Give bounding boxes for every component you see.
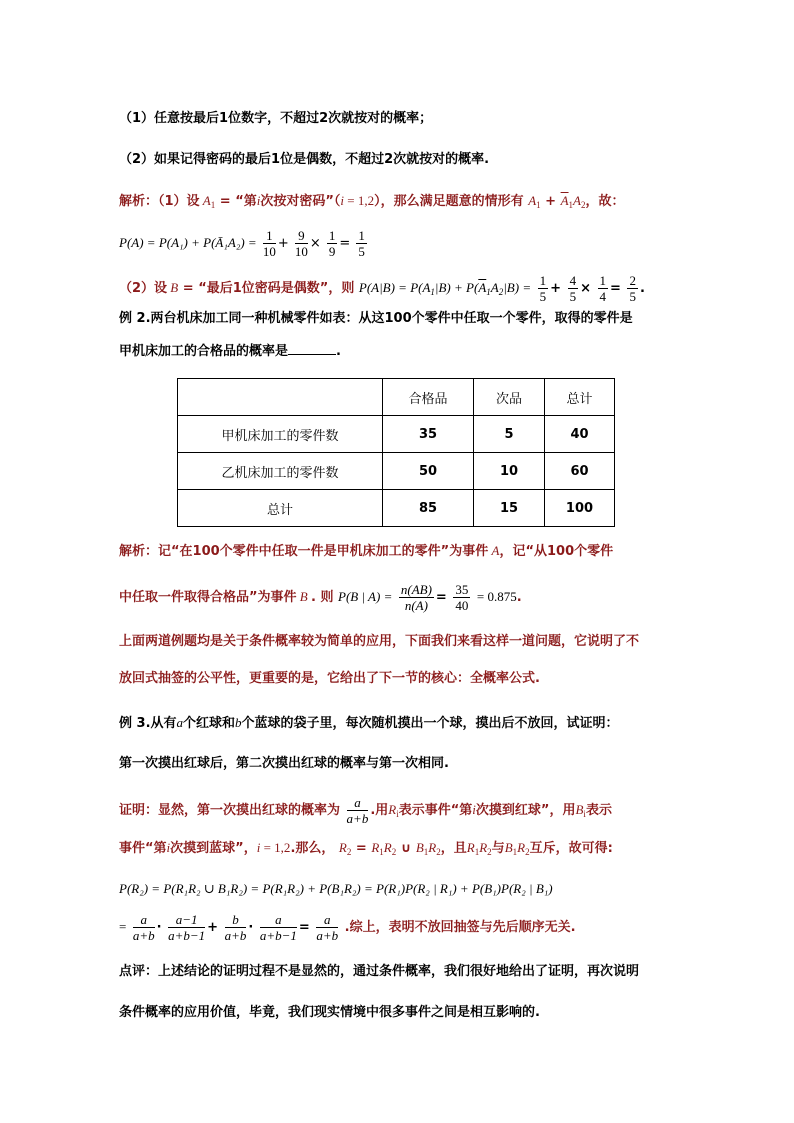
- comment-line-1: 点评：上述结论的证明过程不是显然的，通过条件概率，我们很好地给出了证明，再次说明: [119, 964, 640, 979]
- solution-ex2-line-1: 解析：记“在100个零件中任取一件是甲机床加工的零件”为事件 A，记“从100个零件: [119, 543, 614, 559]
- fraction: $\frac{35}{40}$: [455, 582, 469, 613]
- question-2: （2）如果记得密码的最后1位是偶数，不超过2次就按对的概率.: [119, 152, 490, 167]
- table-cell: 总计: [545, 379, 615, 416]
- table-cell: 60: [545, 453, 615, 490]
- solution-2-line: （2）设 B = “最后1位密码是偶数”，则 $P(A|B) = P(A_1|B) + P(\overline{A}_1A_2|B)$ = $\frac{1}{5}$ + $\frac{4}{5}$ × $\frac{1}{4}$ = $\frac{2}{5}$ .: [119, 273, 645, 304]
- table-cell: 总计: [178, 490, 383, 527]
- transition-line-2: 放回式抽签的公平性，更重要的是，它给出了下一节的核心：全概率公式.: [119, 671, 540, 686]
- fraction: $\frac{a}{a+b}$: [316, 912, 339, 943]
- fraction: $\frac{a-1}{a+b-1}$: [168, 912, 206, 943]
- table-cell: 甲机床加工的零件数: [178, 416, 383, 453]
- table-cell: [178, 379, 383, 416]
- table-cell: 合格品: [383, 379, 474, 416]
- fraction: $\frac{a}{a+b}$: [346, 795, 369, 826]
- table-cell: 乙机床加工的零件数: [178, 453, 383, 490]
- table-row: [178, 490, 615, 527]
- table-cell: 35: [383, 416, 474, 453]
- table-cell: 15: [474, 490, 545, 527]
- table-cell: 5: [474, 416, 545, 453]
- comment-line-2: 条件概率的应用价值，毕竟，我们现实情境中很多事件之间是相互影响的.: [119, 1005, 540, 1020]
- fraction: $\frac{2}{5}$: [629, 273, 636, 304]
- table-cell: 40: [545, 416, 615, 453]
- table-row: [178, 453, 615, 490]
- answer-blank: [288, 342, 336, 355]
- example-3-line-1: 例 3.从有a个红球和b个蓝球的袋子里，每次随机摸出一个球，摸出后不放回，试证明：: [119, 715, 619, 731]
- transition-line-1: 上面两道例题均是关于条件概率较为简单的应用，下面我们来看这样一道问题，它说明了不: [119, 634, 640, 649]
- example-3-line-2: 第一次摸出红球后，第二次摸出红球的概率与第一次相同.: [119, 756, 449, 771]
- fraction: $\frac{a}{a+b}$: [132, 912, 155, 943]
- table-cell: 100: [545, 490, 615, 527]
- example-2-line-1: 例 2.两台机床加工同一种机械零件如表：从这100个零件中任取一个零件，取得的零件是: [119, 311, 633, 326]
- solution-ex2-line-2: 中任取一件取得合格品”为事件 B . 则 P(B | A) = $\frac{n(AB)}{n(A)}$ = $\frac{35}{40}$ = 0.875.: [119, 582, 522, 613]
- fraction: $\frac{b}{a+b}$: [224, 912, 247, 943]
- table-row: [178, 416, 615, 453]
- solution-1-formula: P(A) = P(A₁) + P(Ā₁A₂) = $\frac{1}{10}$ + $\frac{9}{10}$ × $\frac{1}{9}$ = $\frac{1}{5}$: [119, 228, 365, 259]
- fraction: $\frac{1}{5}$: [358, 228, 365, 259]
- fraction: $\frac{1}{4}$: [599, 273, 606, 304]
- question-1: （1）任意按最后1位数字，不超过2次就按对的概率；: [119, 111, 433, 126]
- solution-1-line: 解析：（1）设 $A_1$ = “第i次按对密码”（i = 1,2），那么满足题意的情形有 $A_1 + \overline{A}_1A_2$，故：: [119, 193, 625, 210]
- fraction: $\frac{n(AB)}{n(A)}$: [400, 582, 432, 613]
- table-cell: 次品: [474, 379, 545, 416]
- fraction: $\frac{1}{9}$: [328, 228, 336, 259]
- proof-formula-2: = $\frac{a}{a+b}$ · $\frac{a-1}{a+b-1}$ + $\frac{b}{a+b}$ · $\frac{a}{a+b-1}$ = $\frac{a}{a+b}$ .综上，表明不放回抽签与先后顺序无关.: [119, 912, 576, 943]
- fraction: $\frac{9}{10}$: [294, 228, 308, 259]
- fraction: $\frac{a}{a+b-1}$: [259, 912, 297, 943]
- fraction: $\frac{1}{10}$: [262, 228, 276, 259]
- proof-line-2: 事件“第i次摸到蓝球”，i = 1,2.那么， $R_2 = R_1R_2$ ∪ $B_1R_2$，且$R_1R_2$与$B_1R_2$互斥，故可得:: [119, 840, 613, 857]
- proof-formula-1: P(R₂) = P(R₁R₂ ∪ B₁R₂) = P(R₁R₂) + P(B₁R₂) = P(R₁)P(R₂ | R₁) + P(B₁)P(R₂ | B₁): [119, 881, 553, 896]
- example-2-line-2: 甲机床加工的合格品的概率是 .: [119, 344, 341, 359]
- fraction: $\frac{1}{5}$: [539, 273, 547, 304]
- table-cell: 85: [383, 490, 474, 527]
- table-header-row: [178, 379, 615, 416]
- proof-line-1: 证明：显然，第一次摸出红球的概率为 $\frac{a}{a+b}$ .用$R_i$表示事件“第i次摸到红球”，用$B_i$表示: [119, 795, 612, 826]
- table-cell: 10: [474, 453, 545, 490]
- table-cell: 50: [383, 453, 474, 490]
- fraction: $\frac{4}{5}$: [569, 273, 577, 304]
- data-table: [177, 378, 615, 527]
